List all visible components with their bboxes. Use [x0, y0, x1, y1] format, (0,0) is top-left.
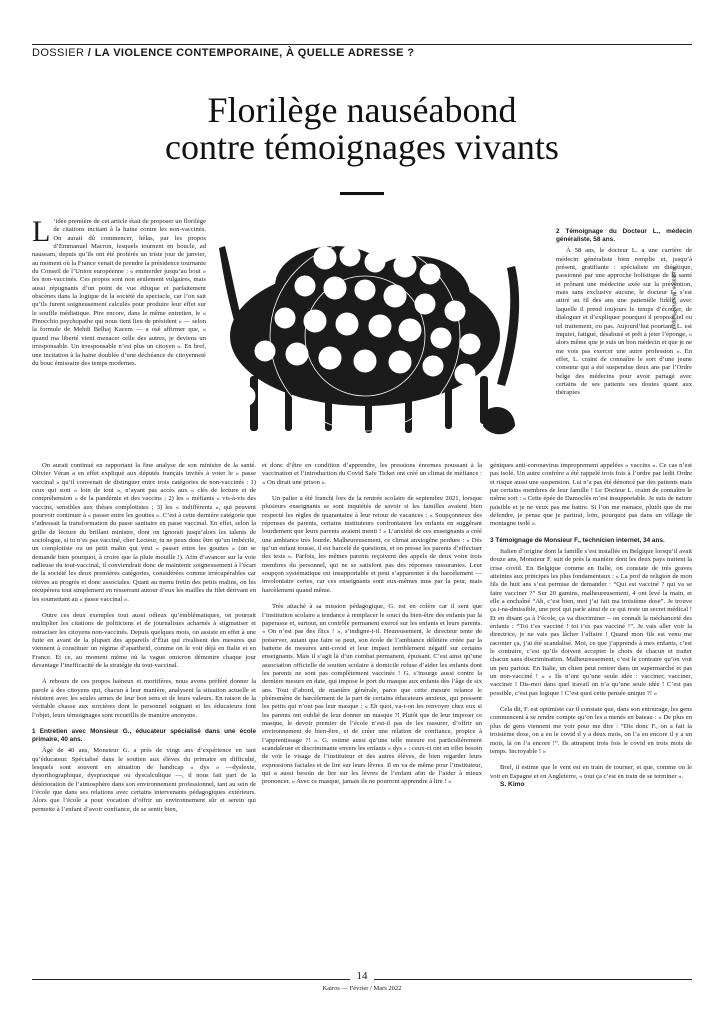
column-3-top [556, 228, 692, 398]
testimony-3-heading: 3 Témoignage de Monsieur F., technicien internet, 34 ans. [490, 536, 665, 544]
header-rule [32, 44, 692, 45]
testimony-2-paragraph: À 58 ans, le docteur L. a une carrière de médecin généraliste bien remplie et, jusqu’à présent, gratifiante : spécialiste en diététique, passionné par une approche holistique de la santé et prônant une médecine axée sur la prévention, mais sans exclusive aucune, le docteur L. s’est attiré au fil des ans une patientèle fidèle, avec laquelle il prend toujours le temps d’écouter, de dialoguer et d’expliquer pourquoi il propose tel ou tel traitement, ou pas. Aujourd’hui pourtant, L. est inquiet, fatigué, désabusé et prêt à jeter l’éponge, « alors même que je suis un bon médecin et que je ne me vois pas exercer une autre profession ». En effet, L. craint de connaître le sort d’une jeune consœur qui a été suspendue deux ans par l’Ordre belge des médecins pour avoir partagé avec certains de ses patients ses doutes quant aux thérapies [556, 247, 692, 397]
intro-text: ’idée première de cet article était de proposer un florilège de citations incitant à la haine contre les non-vaccinés. On aurait dû commencer, hélas, par les propos d’Emmanuel Macron, lesquels tournent en boucle, ad nauseam, depuis qu’ils ont été proférés un triste jour de janvier, au moment où la France venait de prendre la présidence tournante du Conseil de l’Union européenne : « emmerder jusqu’au bout » les non-vaccinés. Ces propos sont non seulement vulgaires, mais aussi répugnants d’un point de vue éthique et parfaitement obscènes dans la logique de la société du spectacle, car l’on sait qu’ils furent soigneusement calculés pour produire leur effet sur le souffle médiatique. Pire encore, dans le même entretien, le « Pinocchio psychopathe qui nous tient lieu de président » — selon la formule de Mehdi Belhaj Kacem — a osé affirmer que, « quand ma liberté vient menacer celle des autres, je deviens un irresponsable. Un irresponsable n’est plus un citoyen ». En bref, une incitation à la haine doublée d’une déchéance de citoyenneté du bouc émissaire des temps modernes. [32, 218, 206, 367]
column-2 [262, 462, 482, 787]
paragraph-rentree: Un palier a été franchi lors de la rentrée scolaire de septembre 2021, lorsque plusieurs enseignants se sont inquiétés de savoir si les familles avaient bien respecté les règles de quarantaine à leur retour de vacances : « Soupçonneux des réponses de parents, certains instituteurs confrontaient les enfants en suggérant lourdement que leurs parents avaient menti ! » L’anxiété de ces enseignants a créé une ambiance très lourde. Malheureusement, ce climat anxiogène perdure : « Dès qu’un enfant tousse, il est harcelé de questions, et on presse les parents d’effectuer des tests ». Parfois, les mêmes parents reçoivent des appels de deux voire trois membres du personnel, qui ne se satisfont pas des réponses rassurantes. Leur soupçon systématique est insupportable et peut s’apparenter à du harcèlement — involontaire certes, car ces enseignants sont eux-mêmes mus par la peur, mais harcèlement quand même. [262, 495, 482, 594]
testimony-3-paragraph: Italien d’origine dont la famille s’est installée en Belgique lorsqu’il avait douze ans, Monsieur F. suit de près la manière dont les deux pays traitent la crise covid. En Belgique comme en Italie, on constate de très graves atteintes aux principes les plus fondamentaux : « La prof de religion de mon fils de huit ans s’est permise de demander : “Qui est vacciné ? qui va se faire vacciner ?” Sur 20 gamins, malheureusement, 4 ont levé la main, et elle a enchaîné “Ah, c’est bien, moi j’ai fait ma troisième dose”. Je trouve ça i-na-dmissible, une prof qui parle ainsi de ce qui reste un secret médical ! Et en disant ça à l’école, ça va discriminer – on connaît la méchanceté des enfants : “Toi t’es vacciné ! toi t’es pas vacciné !”. Je vais aller voir la directrice, je ne vais pas lâcher l’affaire ! Quand mon fils est venu me raconter ça, j’ai été scandalisé. Moi, ce que j’apprends à mes enfants, c’est le contraire, c’est qu’ils doivent accepter le choix de chacun et traiter chacun sans discrimination. Malheureusement, c’est le contraire qu’on voit un peu partout. En Italie, un chien peut rentrer dans un supermarché et pas un non-vacciné ! » « Ils n’ont qu’une seule idée : vacciner, vacciner, vacciner ! Dis-moi dans quel travail on n’a qu’une seule idée ! C’est pas possible, c’est pas logique ! C’est quoi cette pensée unique ?! » [490, 547, 692, 697]
title-line-2: contre témoignages vivants [165, 127, 559, 167]
paragraph-mission: Très attaché à sa mission pédagogique, G. est en colère car il sent que l’institution scolaire a tendance à remplacer le souci du bien-être des enfants par la paperasse et, surtout, un contrôle permanent exercé sur les enfants et leurs parents. « On n’est pas des flics ! », s’indigne-t-il. Heureusement, le directeur tente de préserver, autant que faire se peut, son école de l’ambiance délétère créée par la batterie de mesures anti-covid et leur impact terriblement négatif sur certains enseignants. Mais il s’agit là d’un combat permanent, épuisant. C’est ainsi qu’une association officielle de soutien scolaire à domicile refuse d’aider les enfants dont les parents ne sont pas complètement vaccinés ! G. s’insurge aussi contre la dernière mesure en date, qui impose le port du masque aux enfants dès l’âge de six ans. Tout d’abord, de manière générale, parce que cette mesure relance le phénomène de harcèlement de la part de certains éducateurs anxieux, qui pressent les petits qui n’ont pas leur masque : « Eh quoi, va-t-on les renvoyer chez eux si les parents ont oublié de leur donner un masque ?! Plutôt que de leur imposer ce masque, le devoir premier de l’école n’est-il pas de les rassurer, d’offrir un environnement de bien-être, et de créer une relation de confiance, propice à l’apprentissage ?! ». G. estime aussi qu’une telle mesure est particulièrement scandaleuse et discriminante envers les enfants « dys » : ceux-ci ont en effet besoin de voir le visage de l’instituteur et des autres élèves, de bien regarder leurs expressions faciales et de lire sur leurs lèvres. Il en va de même pour l’instituteur, qui a aussi besoin de lire sur les lèvres de l’enfant afin de l’aider à mieux prononcer. « Avec ce masque, jamais ils ne pourront apprendre à lire ! » [262, 603, 482, 786]
illustration-crowd-of-faces [215, 226, 547, 451]
page-number [0, 970, 724, 982]
illustration-credit [670, 235, 707, 365]
title-line-1: Florilège nauséabond [207, 90, 517, 130]
paragraph-optimism: Cela dit, F. est optimiste car il constate que, dans son entourage, les gens commencent à se rendre compte qu’on les a menés en bateau : « De plus en plus de gens viennent me voir pour me dire : “Dis donc F., on a fait la troisième dose, on a eu le covid il y a deux mois, on l’a eu encore il y a un mois, là on l’a encore !”. Ils attrapent trois fois le covid en trois mois de temps. Incroyable ! » [490, 706, 692, 755]
rubric-separator: / [84, 47, 95, 59]
testimony-1-heading: 1 Entretien avec Monsieur G., éducateur spécialisé dans une école primaire, 40 ans. [32, 727, 256, 744]
column-3 [490, 462, 692, 789]
paragraph-prison: et donc d’être en condition d’apprendre, les pressions énormes poussant à la vaccination et l’introduction du Covid Safe Ticket ont créé un climat de méfiance : « On dirait une prison ». [262, 462, 482, 486]
testimony-1-paragraph: Âgé de 40 ans, Monsieur G. a près de vingt ans d’expérience en tant qu’éducateur. Spécialisé dans le soutien aux élèves du primaire en difficulté, lesquels sont souvent en situation de handicap « dys » —dyslexie, dysorthographique, dyspraxique ou dyscalculique —, il nous fait part de la détérioration de l’atmosphère dans son environnement professionnel, tant au sein de l’école que dans ses relations avec certains intervenants pédagogiques extérieurs. Alors que l’école a pour vocation d’offrir un environnement sûr et serein qui permette à l’enfant d’avoir confiance, de se sentir bien, [32, 747, 256, 813]
intro-paragraph [32, 215, 206, 368]
drop-cap: L [32, 215, 51, 248]
paragraph-wind-turning: Bref, il estime que le vent est en train de tourner, et que, comme on le voit en Espagne et en Angleterre, « tout ça c’est en train de se terminer ». [490, 764, 692, 780]
paragraph-testimonies: À rebours de ces propos haineux et mortifères, nous avons préféré donner la parole à des citoyens qui, chacun à leur manière, analysent la situation actuelle et résistent avec les seules armes de leur bon sens et de leurs valeurs. En raison de la véritable chasse aux sorcières dont le personnel soignant et les éducateurs font l’objet, leurs témoignages sont recueillis de manière anonyme. [32, 678, 256, 719]
title-underline [340, 192, 384, 195]
column-1-intro [32, 215, 206, 368]
testimony-2-continued: géniques anti-coronavirus improprement appelées « vaccins ». Ce cas n’est pas isolé. Un autre confrère a été rappelé trois fois à l’ordre par ledit Ordre et risque aussi une suspension. Lui n’a pas été dénoncé par des patients mais par certains membres de leur famille ! Le Docteur L. craint de connaître le même sort : « Cette épée de Damoclès m’est insupportable. Je suis de nature paisible et je ne veux pas me battre. Si l’on me menace, plutôt que de me défendre, je pense que je partirai, loin, pourquoi pas dans un village de montagne isolé ». [490, 462, 692, 528]
page-number-text: 14 [353, 970, 372, 982]
rubric-label: DOSSIER [32, 47, 85, 59]
dossier-theme: LA VIOLENCE CONTEMPORAINE, À QUELLE ADRESSE ? [94, 47, 415, 59]
article-title [0, 92, 724, 166]
section-kicker [32, 47, 414, 59]
publication-info: Kairos — Février / Mars 2022 [322, 985, 402, 992]
author-signature: S. Kimo [500, 780, 525, 788]
paragraph-apartheid: Outre ces deux exemples tout aussi odieux qu’emblématiques, on pourrait multiplier les citations de politiciens et de journalistes acharnés à stigmatiser et ostraciser les citoyens non-vaccinés. Depuis quelques mois, on assiste en effet à une fuite en avant de la plupart des appareils d’État qui rivalisent des mesures qui viennent à constituer un régime d’apartheid, comme on le voit déjà en Italie et en France. Et ce, au moment même où la vague omicron démontre chaque jour davantage l’inefficacité de la stratégie du tout-vaccinal. [32, 611, 256, 669]
paragraph-veran: On aurait continué en rapportant la fine analyse de son ministre de la santé. Olivier Véran a en effet expliqué aux députés français invités à voter le « passe vaccinal » qu’il convenait de distinguer entre trois catégories de non-vaccinés : 1) ceux qui sont « loin de tout », n’ayant pas accès aux « clés de lecture et de compréhension » de la pandémie et des vaccins ; 2) les « méfiants » vis-à-vis des vaccins, sensibles aux thèses complotistes ; 3) les « indifférents », qui peuvent pourvoir continuer à « passer entre les gouttes ». C’est à cette dernière catégorie que s’adressait la transformation du passe sanitaire en passe vaccinal. En effet, selon la grille de lecture du brillant ministre, dont on ignorait jusqu’alors les talents de sociologue, si tu n’es pas vacciné, cher Lecteur, tu ne peux donc être qu’un imbécile, un complotiste ou un petit malin qui veut « passer entre les gouttes » (on se demande bien pourquoi, à croire que la pluie mouille !). Afin d’avancer sur la voie radieuse du tout-vaccinal, il conviendrait donc de maintenir soigneusement à l’écart de la société les deux premières catégories, considérées comme irrécupérables car rétives au progrès et donc associales. Quant au menu fretin des petits malins, on les récupérera tout simplement en resserrant autour d’eux les mailles du filet dérivant en les soumettant au « passe vaccinal ». [32, 462, 256, 603]
credit-text: Illustration: Marsha Phillipart [670, 266, 677, 330]
column-1 [32, 462, 256, 814]
testimony-2-heading: 2 Témoignage du Docteur L., médecin généraliste, 58 ans. [556, 228, 692, 244]
